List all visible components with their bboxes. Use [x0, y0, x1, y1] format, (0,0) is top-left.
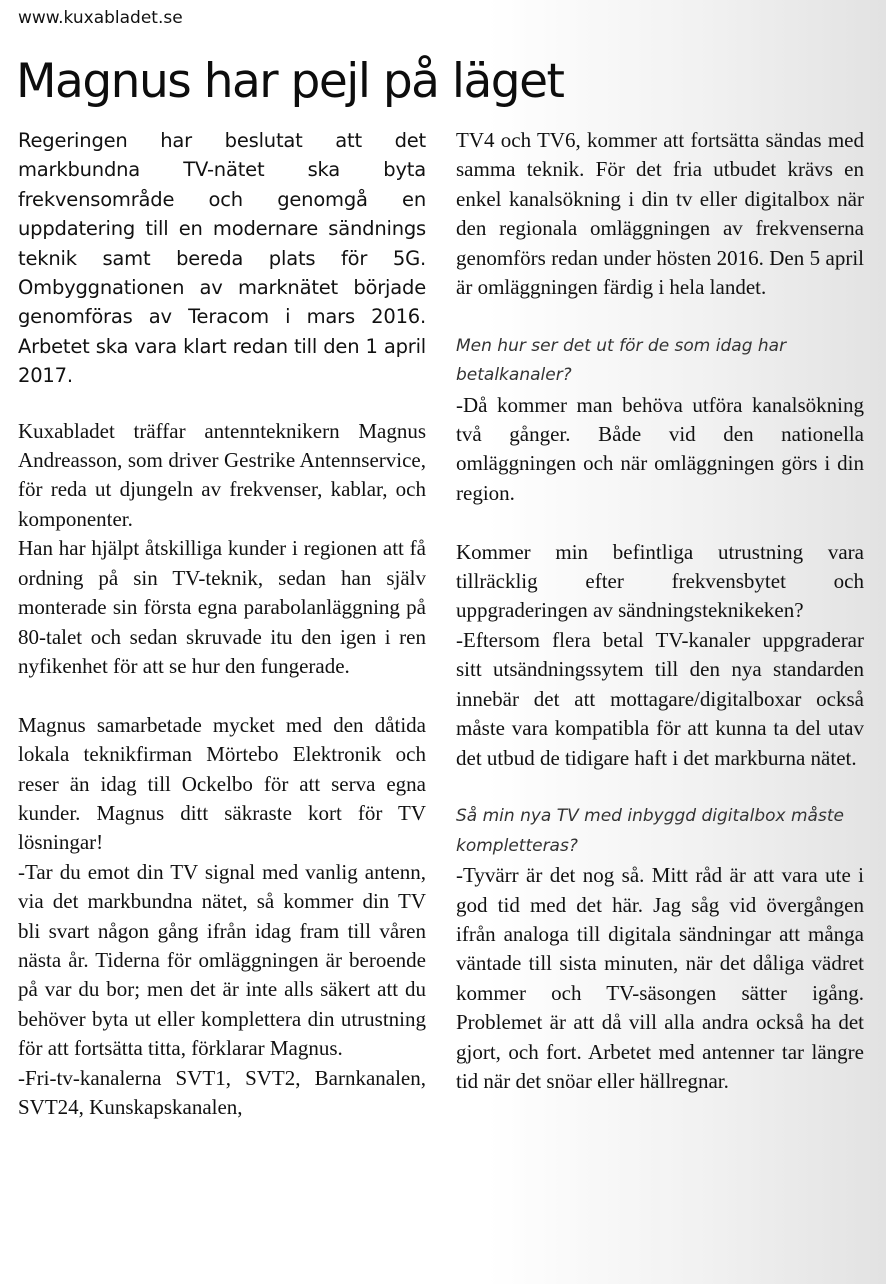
- body-paragraph: Kuxabladet träffar antennteknikern Magnus Andreasson, som driver Gestrike Antennservice, för reda ut djungeln av frekvenser, kablar, och komponenter.: [18, 418, 426, 531]
- body-paragraph: -Fri-tv-kanalerna SVT1, SVT2, Barnkanalen, SVT24, Kunskapskanalen,: [18, 1065, 426, 1119]
- body-paragraph: Han har hjälpt åtskilliga kunder i regionen att få ordning på sin TV-teknik, sedan han själv monterade sin första egna parabolanläggning på 80-talet och sedan skruvade itu den igen i ren nyfikenhet för att se hur den fungerade.: [18, 536, 426, 678]
- interview-question: Så min nya TV med inbyggd digitalbox måste kompletteras?: [456, 806, 844, 856]
- body-paragraph: -Tar du emot din TV signal med vanlig antenn, via det markbundna nätet, så kommer din TV bli svart någon gång ifrån idag fram till våren nästa år. Tiderna för omläggningen är beroende på var du bor; men det är inte alls säkert att du behöver byta ut eller komplettera din utrustning för att fortsätta titta, förklarar Magnus.: [18, 859, 426, 1061]
- interview-answer: -Då kommer man behöva utföra kanalsökning två gånger. Både vid den nationella omläggningen och när omläggningen görs i din region.: [456, 392, 864, 505]
- body-paragraph: TV4 och TV6, kommer att fortsätta sändas med samma teknik. För det fria utbudet krävs en enkel kanalsökning i din tv eller digitalbox när den regionala omläggningen av frekvenserna genomförs redan under hösten 2016. Den 5 april är omläggningen färdig i hela landet.: [456, 128, 864, 300]
- article-title: Magnus har pejl på läget: [16, 54, 564, 109]
- body-paragraph: Magnus samarbetade mycket med den dåtida lokala teknikfirman Mörtebo Elektronik och reser än idag till Ockelbo för att serva egna kunder. Magnus ditt säkraste kort för TV lösningar!: [18, 712, 426, 855]
- right-column: [456, 126, 864, 1096]
- interview-question: Men hur ser det ut för de som idag har betalkanaler?: [456, 335, 787, 386]
- article-lede: Regeringen har beslutat att det markbundna TV-nätet ska byta frekvensområde och genomgå en uppdatering till en modernare sändnings teknik samt bereda plats för 5G. Ombyggnationen av marknätet började genomföras av Teracom i mars 2016. Arbetet ska vara klart redan till den 1 april 2017.: [18, 129, 426, 388]
- interview-answer: -Eftersom flera betal TV-kanaler uppgraderar sitt utsändningssytem till den nya standarden innebär det att mottagare/digitalboxar också måste vara kompatibla för att kunna ta del utav det utbud de tidigare haft i det markburna nätet.: [456, 627, 864, 770]
- interview-question: Kommer min befintliga utrustning vara tillräcklig efter frekvensbytet och uppgraderingen av sändningsteknikeken?: [456, 539, 864, 623]
- left-column: [18, 126, 426, 1122]
- site-url: www.kuxabladet.se: [18, 8, 183, 28]
- interview-answer: -Tyvärr är det nog så. Mitt råd är att vara ute i god tid med det här. Jag såg vid övergången ifrån analoga till digitala sändningar att många väntade till sista minuten, när det dåliga vädret kommer och TV-säsongen sätter igång. Problemet är att då vill alla andra också ha det gjort, och fort. Arbetet med antenner tar längre tid när det snöar eller hällregnar.: [456, 863, 864, 1093]
